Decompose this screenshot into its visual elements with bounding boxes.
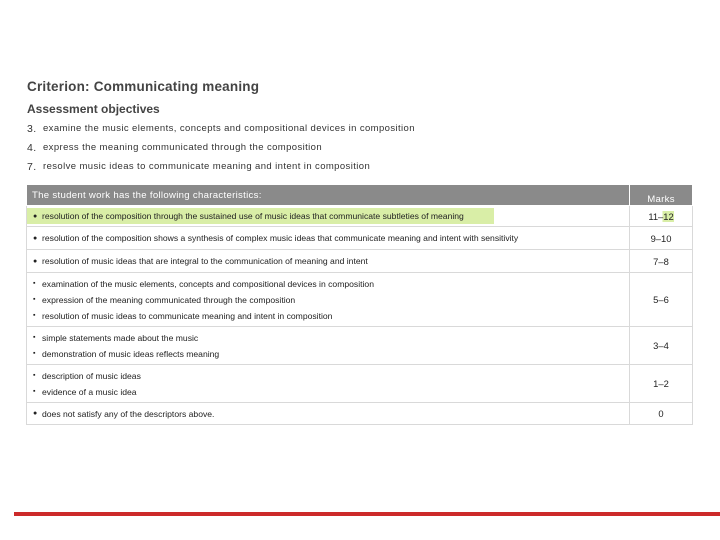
table-row (27, 365, 693, 403)
objective-text: resolve music ideas to communicate meaning and intent in composition (43, 161, 371, 172)
objectives-heading: Assessment objectives (27, 102, 160, 116)
bullet-icon: ● (33, 212, 38, 220)
bullet-icon: ▪ (33, 350, 36, 357)
objective-item (27, 142, 415, 161)
descriptor-text: resolution of music ideas that are integral to the communication of meaning and intent (42, 256, 368, 266)
table-row (27, 206, 693, 227)
bullet-icon: ▪ (33, 388, 36, 395)
table-row (27, 250, 693, 273)
descriptor-text: resolution of the composition through the sustained use of music ideas that communicate subtleties of meaning (42, 211, 464, 221)
objective-item (27, 123, 415, 142)
marking-table (26, 184, 693, 425)
marks-cell (630, 227, 693, 250)
marks-value: 7–8 (653, 255, 669, 267)
footer-accent-bar (14, 512, 720, 516)
marks-cell (630, 273, 693, 327)
bullet-icon: ▪ (33, 312, 36, 319)
descriptor-text: examination of the music elements, concepts and compositional devices in composition (42, 278, 374, 289)
marks-header: Marks (630, 185, 693, 206)
objective-number: 3. (27, 123, 37, 135)
objective-item (27, 161, 415, 180)
bullet-icon: ▪ (33, 334, 36, 341)
bullet-icon: ● (33, 257, 38, 265)
descriptor-text: expression of the meaning communicated through the composition (42, 294, 296, 305)
marks-value: 1–2 (653, 378, 669, 389)
marks-value: 5–6 (653, 294, 669, 305)
criterion-title: Criterion: Communicating meaning (27, 79, 260, 94)
objective-number: 7. (27, 161, 37, 173)
characteristics-header: The student work has the following characteristics: (27, 185, 630, 206)
descriptor-text: demonstration of music ideas reflects meaning (42, 348, 220, 359)
table-row (27, 273, 693, 327)
bullet-icon: ▪ (33, 280, 36, 287)
marks-value: 3–4 (653, 340, 669, 351)
descriptor-text: description of music ideas (42, 370, 141, 381)
objective-text: examine the music elements, concepts and compositional devices in composition (43, 123, 415, 134)
bullet-icon: ▪ (33, 372, 36, 379)
marks-cell (630, 250, 693, 273)
descriptor-cell (27, 273, 630, 327)
marks-cell (630, 327, 693, 365)
descriptor-text: does not satisfy any of the descriptors above. (42, 408, 215, 419)
marks-cell (630, 206, 693, 227)
marks-cell (630, 403, 693, 425)
highlighted-descriptor (27, 208, 494, 224)
bullet-icon: ● (33, 410, 38, 417)
descriptor-text: resolution of music ideas to communicate meaning and intent in composition (42, 310, 333, 321)
objective-number: 4. (27, 142, 37, 154)
table-row (27, 227, 693, 250)
marks-value: 9–10 (650, 232, 672, 244)
marks-value: 11–12 (648, 210, 674, 222)
marks-cell (630, 365, 693, 403)
bullet-icon: ● (33, 234, 38, 242)
descriptor-cell (27, 250, 630, 273)
marks-value: 0 (658, 408, 664, 419)
descriptor-text: resolution of the composition shows a synthesis of complex music ideas that communicate meaning and intent with sensitivity (42, 233, 519, 243)
objectives-list (27, 123, 415, 180)
bullet-icon: ▪ (33, 296, 36, 303)
table-header-row (27, 185, 693, 206)
descriptor-text: evidence of a music idea (42, 386, 137, 397)
descriptor-cell (27, 206, 630, 227)
descriptor-cell (27, 227, 630, 250)
descriptor-text: simple statements made about the music (42, 332, 199, 343)
descriptor-cell (27, 365, 630, 403)
descriptor-cell (27, 403, 630, 425)
objective-text: express the meaning communicated through the composition (43, 142, 323, 153)
table-row (27, 327, 693, 365)
descriptor-cell (27, 327, 630, 365)
table-row (27, 403, 693, 425)
